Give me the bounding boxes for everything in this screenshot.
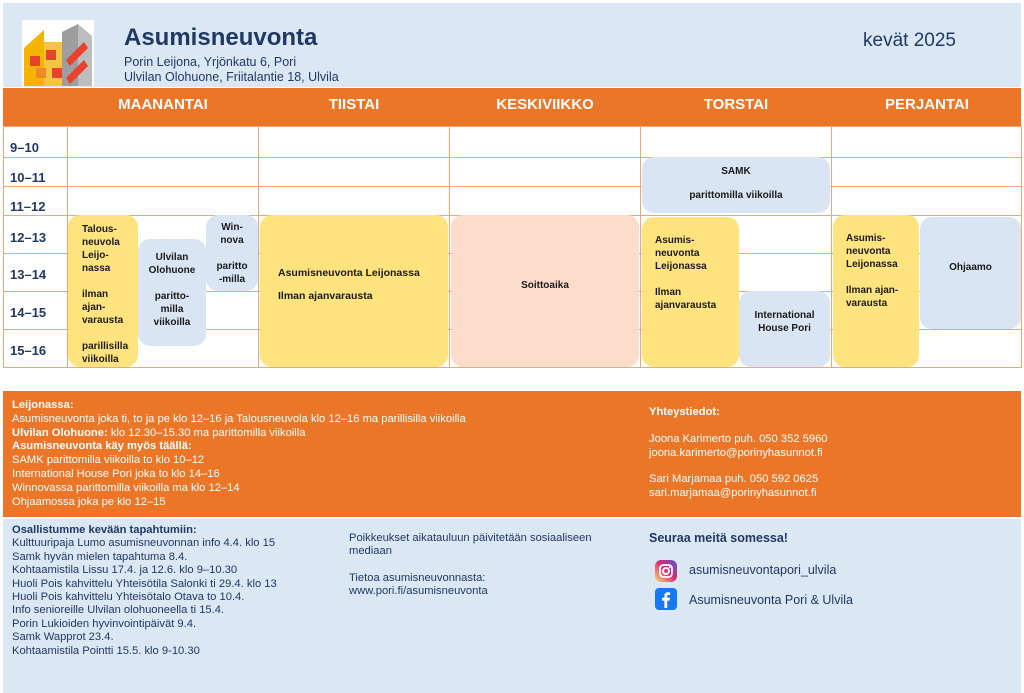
contact-phone: Joona Karimerto puh. 050 352 5960 — [649, 432, 828, 445]
social-heading: Seuraa meitä somessa! — [649, 531, 788, 545]
block-text: Win- nova paritto -milla — [216, 222, 248, 285]
block-text: Ohjaamo — [949, 262, 992, 273]
info-line: SAMK parittomilla viikoilla to klo 10–12 — [12, 454, 205, 467]
grid-line — [3, 186, 1021, 187]
time-label: 12–13 — [10, 230, 47, 245]
schedule-note: Poikkeukset aikatauluun päivitetään sosiaaliseen mediaan — [349, 532, 592, 558]
instagram-icon[interactable] — [655, 560, 677, 582]
contact-phone: Sari Marjamaa puh. 050 592 0625 — [649, 473, 819, 486]
block-text: International House Pori — [754, 310, 815, 334]
block-monday-winnova — [206, 215, 258, 291]
grid-line — [831, 126, 832, 368]
info-line: Winnovassa parittomilla viikoilla ma klo 12–14 — [12, 481, 240, 494]
facebook-icon[interactable] — [655, 588, 677, 610]
info-line: Ohjaamossa joka pe klo 12–15 — [12, 495, 166, 508]
day-thursday: TORSTAI — [703, 96, 769, 113]
block-thursday-samk — [642, 157, 830, 213]
grid-line — [3, 126, 1021, 127]
grid-line — [258, 126, 259, 368]
block-text: parittomilla viikoilla — [689, 190, 783, 201]
info-heading: Asumisneuvonta käy myös täällä: — [12, 440, 192, 453]
event-item: Kohtaamistila Lissu 17.4. ja 12.6. klo 9–10.30 — [12, 564, 238, 577]
day-tuesday: TIISTAI — [328, 96, 380, 113]
info-link-label: Tietoa asumisneuvonnasta: — [349, 571, 486, 584]
contact-heading: Yhteystiedot: — [649, 406, 720, 418]
grid-line — [3, 126, 4, 368]
block-text: SAMK — [721, 166, 751, 177]
contact-email[interactable]: joona.karimerto@porinyhasunnot.fi — [649, 446, 823, 459]
event-item: Porin Lukioiden hyvinvointipäivät 9.4. — [12, 617, 197, 630]
info-line — [12, 427, 466, 441]
event-item: Kohtaamistila Pointti 15.5. klo 9-10.30 — [12, 644, 200, 657]
grid-line — [3, 367, 1021, 368]
season-label: kevät 2025 — [863, 30, 956, 51]
address-line-2: Ulvilan Olohuone, Friitalantie 18, Ulvila — [124, 70, 339, 84]
grid-line — [640, 126, 641, 368]
info-line: Asumisneuvonta joka ti, to ja pe klo 12–16 ja Talousneuvola klo 12–16 ma parillisilla viikoilla — [12, 412, 466, 425]
info-link[interactable]: www.pori.fi/asumisneuvonta — [349, 585, 488, 598]
info-heading: Leijonassa: — [12, 399, 74, 411]
block-monday-ulvila — [138, 239, 206, 346]
info-line-text: klo 12.30–15.30 ma parittomilla viikoilla — [107, 426, 306, 439]
event-item: Samk Wapprot 23.4. — [12, 631, 114, 644]
block-text: Asumisneuvonta Leijonassa — [278, 267, 420, 279]
page-title: Asumisneuvonta — [124, 24, 318, 51]
contact-email[interactable]: sari.marjamaa@porinyhasunnot.fi — [649, 487, 817, 500]
day-monday: MAANANTAI — [118, 96, 208, 113]
block-text: Ilman ajanvarausta — [278, 289, 373, 302]
address-line-1: Porin Leijona, Yrjönkatu 6, Pori — [124, 55, 297, 69]
block-thursday-international-house — [739, 291, 830, 367]
block-thursday-leijona — [642, 217, 739, 367]
event-item: Info senioreille Ulvilan olohuoneella ti 15.4. — [12, 604, 225, 617]
time-label: 10–11 — [10, 170, 46, 185]
block-wednesday-soittoaika — [451, 215, 639, 367]
info-line: International House Pori joka to klo 14–16 — [12, 467, 220, 480]
block-text: Asumis- neuvonta Leijonassa Ilman ajan- varausta — [846, 233, 899, 309]
facebook-page[interactable]: Asumisneuvonta Pori & Ulvila — [689, 593, 853, 607]
time-label: 11–12 — [10, 199, 46, 214]
block-friday-ohjaamo — [920, 217, 1021, 329]
time-label: 14–15 — [10, 305, 47, 320]
day-wednesday: KESKIVIIKKO — [496, 96, 594, 113]
block-text: Asumis- neuvonta Leijonassa Ilman ajanvarausta — [655, 235, 717, 311]
logo — [22, 20, 94, 86]
info-line-label: Ulvilan Olohuone: — [12, 426, 108, 439]
grid-line — [1021, 126, 1022, 368]
block-friday-leijona — [833, 215, 919, 367]
event-item: Huoli Pois kahvittelu Yhteisötalo Otava to 10.4. — [12, 591, 245, 604]
grid-line — [449, 126, 450, 368]
block-text: Ulvilan Olohuone paritto- milla viikoilla — [148, 252, 196, 328]
block-text: Talous- neuvola Leijo- nassa ilman ajan- varausta parillisilla viikoilla — [82, 224, 129, 365]
block-monday-talousneuvola — [68, 215, 138, 367]
time-label: 9–10 — [10, 140, 39, 155]
time-label: 15–16 — [10, 343, 47, 358]
block-text: Soittoaika — [521, 280, 569, 291]
event-item: Kulttuuripaja Lumo asumisneuvonnan info 4.4. klo 15 — [12, 537, 276, 550]
day-friday: PERJANTAI — [885, 96, 969, 113]
event-item: Huoli Pois kahvittelu Yhteisötila Salonki ti 29.4. klo 13 — [12, 577, 277, 590]
time-label: 13–14 — [10, 267, 47, 282]
event-item: Samk hyvän mielen tapahtuma 8.4. — [12, 550, 188, 563]
instagram-handle[interactable]: asumisneuvontapori_ulvila — [689, 563, 837, 577]
grid-line — [3, 157, 1021, 158]
events-heading: Osallistumme kevään tapahtumiin: — [12, 524, 197, 536]
block-tuesday-leijona — [260, 215, 448, 367]
